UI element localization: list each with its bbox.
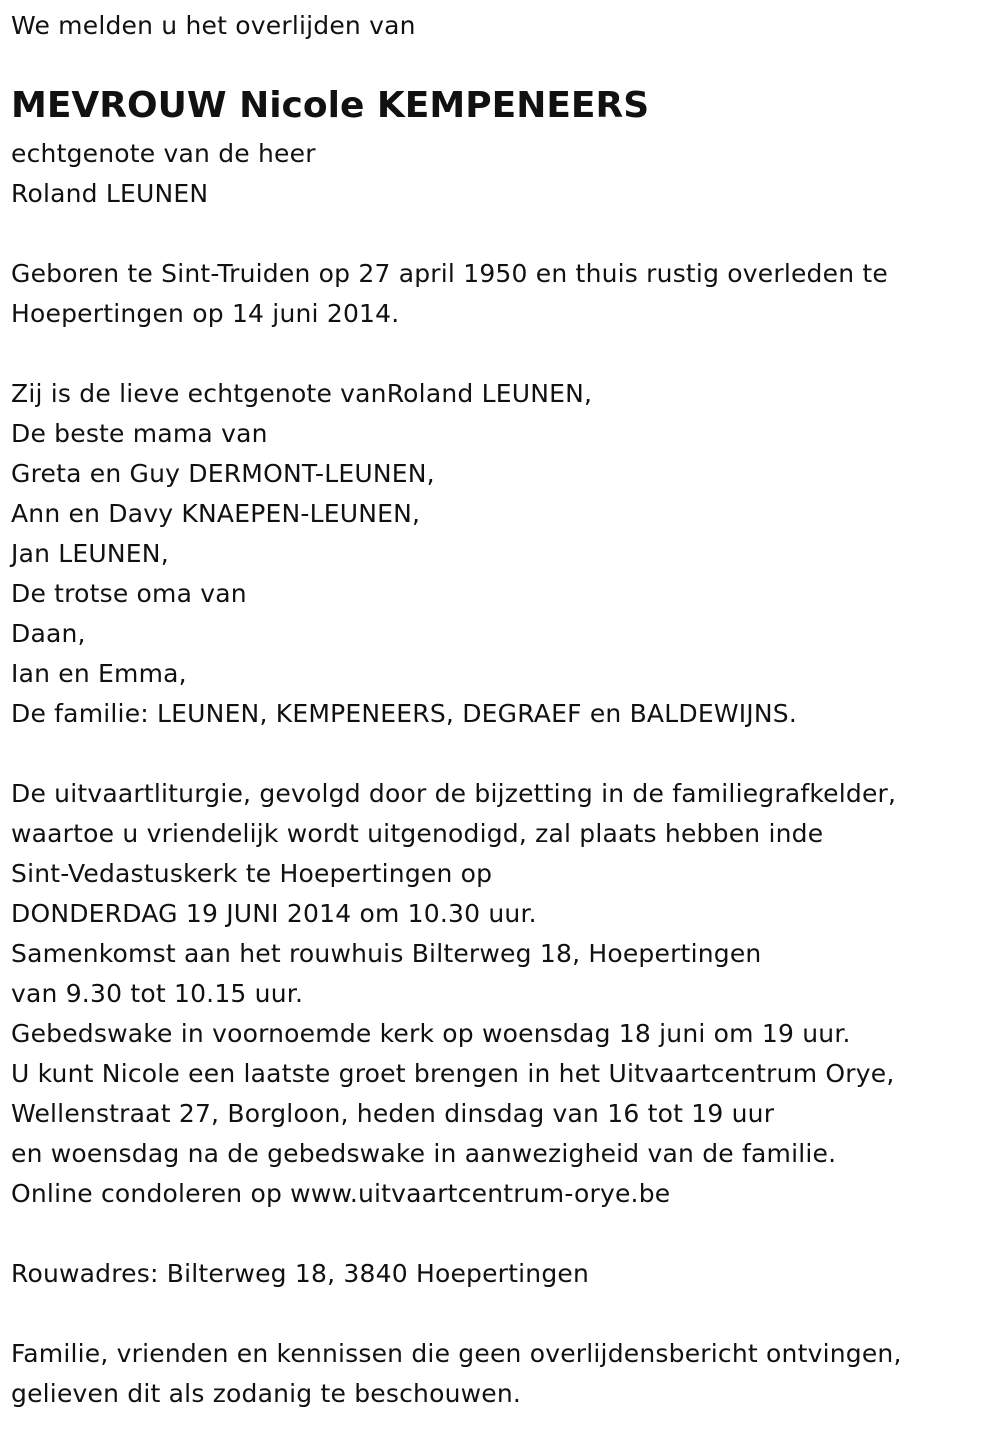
notice-line: gelieven dit als zodanig te beschouwen. xyxy=(11,1379,522,1408)
notice-line: Familie, vrienden en kennissen die geen overlijdensbericht ontvingen, xyxy=(11,1339,902,1368)
family-line: De beste mama van xyxy=(11,419,268,448)
mourning-address: Rouwadres: Bilterweg 18, 3840 Hoepertingen xyxy=(11,1259,590,1288)
spouse-line: Roland LEUNEN xyxy=(11,179,209,208)
spouse-line: echtgenote van de heer xyxy=(11,139,316,168)
funeral-line: Samenkomst aan het rouwhuis Bilterweg 18, Hoepertingen xyxy=(11,939,762,968)
funeral-line: DONDERDAG 19 JUNI 2014 om 10.30 uur. xyxy=(11,899,537,928)
funeral-line: De uitvaartliturgie, gevolgd door de bijzetting in de familiegrafkelder, xyxy=(11,779,897,808)
funeral-line: Wellenstraat 27, Borgloon, heden dinsdag van 16 tot 19 uur xyxy=(11,1099,775,1128)
birth-death-block xyxy=(11,254,888,334)
intro-text: We melden u het overlijden van xyxy=(11,11,416,40)
funeral-line: Gebedswake in voornoemde kerk op woensdag 18 juni om 19 uur. xyxy=(11,1019,851,1048)
deceased-name: MEVROUW Nicole KEMPENEERS xyxy=(11,85,650,126)
funeral-line: U kunt Nicole een laatste groet brengen in het Uitvaartcentrum Orye, xyxy=(11,1059,895,1088)
funeral-line: van 9.30 tot 10.15 uur. xyxy=(11,979,304,1008)
notice-block xyxy=(11,1334,902,1414)
family-line: Zij is de lieve echtgenote vanRoland LEUNEN, xyxy=(11,379,593,408)
birth-death-line: Hoepertingen op 14 juni 2014. xyxy=(11,299,400,328)
funeral-line: Sint-Vedastuskerk te Hoepertingen op xyxy=(11,859,493,888)
funeral-line: waartoe u vriendelijk wordt uitgenodigd, zal plaats hebben inde xyxy=(11,819,824,848)
family-line: Jan LEUNEN, xyxy=(11,539,169,568)
funeral-block xyxy=(11,774,896,1214)
mourning-address-block xyxy=(11,1254,589,1294)
family-line: De trotse oma van xyxy=(11,579,247,608)
family-line: Greta en Guy DERMONT-LEUNEN, xyxy=(11,459,435,488)
funeral-line: en woensdag na de gebedswake in aanwezigheid van de familie. xyxy=(11,1139,837,1168)
birth-death-line: Geboren te Sint-Truiden op 27 april 1950 en thuis rustig overleden te xyxy=(11,259,888,288)
family-line: Ann en Davy KNAEPEN-LEUNEN, xyxy=(11,499,421,528)
family-line: Daan, xyxy=(11,619,86,648)
family-block xyxy=(11,374,797,734)
family-line: De familie: LEUNEN, KEMPENEERS, DEGRAEF en BALDEWIJNS. xyxy=(11,699,797,728)
spouse-block xyxy=(11,134,316,214)
family-line: Ian en Emma, xyxy=(11,659,187,688)
funeral-line: Online condoleren op www.uitvaartcentrum-orye.be xyxy=(11,1179,671,1208)
